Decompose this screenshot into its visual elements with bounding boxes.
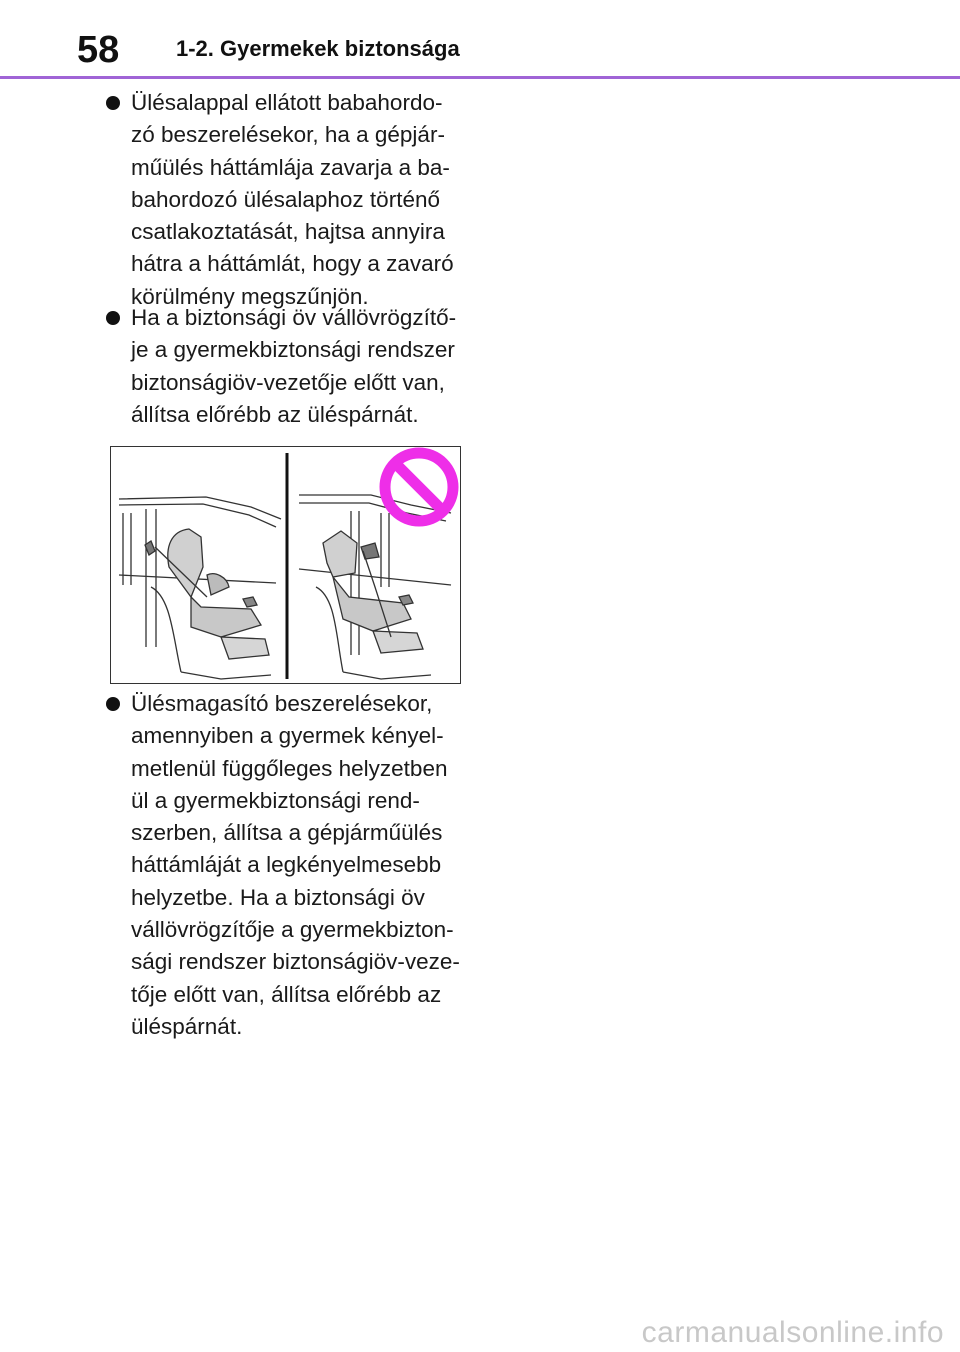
text-line: műülés háttámlája zavarja a ba- <box>131 154 450 180</box>
text-line: Ülésmagasító beszerelésekor, <box>131 691 433 716</box>
text-line: amennyiben a gyermek kényel- <box>131 723 444 749</box>
correct-seat-illustration-icon <box>119 497 281 679</box>
text-line: vállövrögzítője a gyermekbizton- <box>131 917 454 943</box>
text-line: hátra a háttámlát, hogy a zavaró <box>131 251 454 277</box>
bullet-dot-icon <box>106 96 120 110</box>
text-line: biztonságiöv-vezetője előtt van, <box>131 369 445 395</box>
page-header <box>0 0 960 80</box>
text-line: Ülésalappal ellátott babahordo- <box>131 90 443 115</box>
text-line: szerben, állítsa a gépjárműülés <box>131 820 443 846</box>
bullet-text <box>131 87 476 313</box>
bullet-dot-icon <box>106 697 120 711</box>
text-line: Ha a biztonsági öv vállövrögzítő- <box>131 305 457 330</box>
section-title: 1-2. Gyermekek biztonsága <box>176 36 460 61</box>
bullet-text <box>131 302 476 431</box>
text-line: bahordozó ülésalaphoz történő <box>131 186 440 212</box>
text-line: zó beszerelésekor, ha a gépjár- <box>131 122 445 148</box>
seat-illustration-figure <box>110 446 461 684</box>
text-line: csatlakoztatását, hajtsa annyira <box>131 219 445 245</box>
header-divider <box>0 76 960 79</box>
text-line: üléspárnát. <box>131 1013 243 1039</box>
text-line: ül a gyermekbiztonsági rend- <box>131 787 420 813</box>
page-number: 58 <box>77 29 120 71</box>
text-line: körülmény megszűnjön. <box>131 283 369 309</box>
text-line: helyzetbe. Ha a biztonsági öv <box>131 884 425 910</box>
bullet-dot-icon <box>106 311 120 325</box>
prohibition-icon <box>385 453 453 521</box>
text-line: sági rendszer biztonságiöv-veze- <box>131 949 460 975</box>
text-line: tője előtt van, állítsa előrébb az <box>131 981 442 1007</box>
bullet-text <box>131 688 476 1043</box>
text-line: állítsa előrébb az üléspárnát. <box>131 401 419 427</box>
text-line: je a gyermekbiztonsági rendszer <box>131 337 455 363</box>
watermark: carmanualsonline.info <box>641 1316 944 1349</box>
text-line: metlenül függőleges helyzetben <box>131 755 448 781</box>
text-line: háttámláját a legkényelmesebb <box>131 852 442 878</box>
